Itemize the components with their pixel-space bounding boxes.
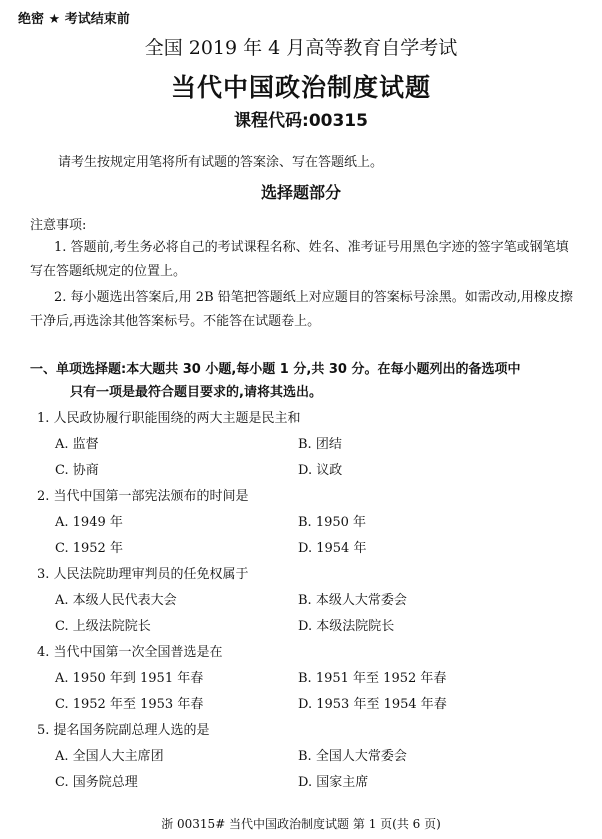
question-5-option-d: D. 国家主席 (298, 775, 369, 790)
question-3-option-c: C. 上级法院院长 (55, 619, 151, 634)
question-1-option-b: B. 团结 (298, 437, 342, 452)
question-3-option-d: D. 本级法院院长 (298, 619, 395, 634)
question-3-stem: 3. 人民法院助理审判员的任免权属于 (37, 567, 249, 582)
section-title: 选择题部分 (260, 183, 341, 202)
course-code: 课程代码:00315 (234, 111, 368, 131)
question-2-option-b: B. 1950 年 (298, 515, 367, 530)
confidential-label: 绝密 ★ 考试结束前 (18, 12, 130, 27)
question-3-option-a: A. 本级人民代表大会 (55, 593, 177, 608)
question-5-option-b: B. 全国人大常委会 (298, 749, 407, 764)
question-4-stem: 4. 当代中国第一次全国普选是在 (37, 645, 223, 660)
question-2-option-c: C. 1952 年 (55, 541, 123, 556)
question-4-option-a: A. 1950 年到 1951 年春 (55, 671, 204, 686)
notes-heading: 注意事项: (30, 218, 87, 233)
question-4-option-b: B. 1951 年至 1952 年春 (298, 671, 447, 686)
question-2-stem: 2. 当代中国第一部宪法颁布的时间是 (37, 489, 249, 504)
question-2-option-d: D. 1954 年 (298, 541, 367, 556)
note-item-1: 1. 答题前,考生务必将自己的考试课程名称、姓名、准考证号用黑色字迹的签字笔或钢笔填写在答题纸规定的位置上。 (30, 240, 569, 279)
question-1-option-d: D. 议政 (298, 463, 343, 478)
page-title: 当代中国政治制度试题 (170, 73, 431, 102)
question-5-option-c: C. 国务院总理 (55, 775, 138, 790)
question-5-stem: 5. 提名国务院副总理人选的是 (37, 723, 210, 738)
note-item-2: 2. 每小题选出答案后,用 2B 铅笔把答题纸上对应题目的答案标号涂黑。如需改动,用橡皮擦干净后,再选涂其他答案标号。不能答在试题卷上。 (30, 290, 573, 329)
question-3-option-b: B. 本级人大常委会 (298, 593, 407, 608)
exam-session: 全国 2019 年 4 月高等教育自学考试 (144, 37, 458, 59)
question-1-stem: 1. 人民政协履行职能围绕的两大主题是民主和 (37, 411, 301, 426)
part-heading: 一、单项选择题:本大题共 30 小题,每小题 1 分,共 30 分。在每小题列出的备选项中 (30, 362, 521, 377)
general-instruction: 请考生按规定用笔将所有试题的答案涂、写在答题纸上。 (58, 155, 384, 170)
question-4-option-c: C. 1952 年至 1953 年春 (55, 697, 204, 712)
part-heading-continued: 只有一项是最符合题目要求的,请将其选出。 (70, 385, 322, 400)
page-footer: 浙 00315# 当代中国政治制度试题 第 1 页(共 6 页) (161, 817, 441, 831)
question-5-option-a: A. 全国人大主席团 (55, 749, 164, 764)
question-4-option-d: D. 1953 年至 1954 年春 (298, 697, 447, 712)
question-2-option-a: A. 1949 年 (55, 515, 123, 530)
question-1-option-a: A. 监督 (55, 437, 99, 452)
question-1-option-c: C. 协商 (55, 463, 99, 478)
